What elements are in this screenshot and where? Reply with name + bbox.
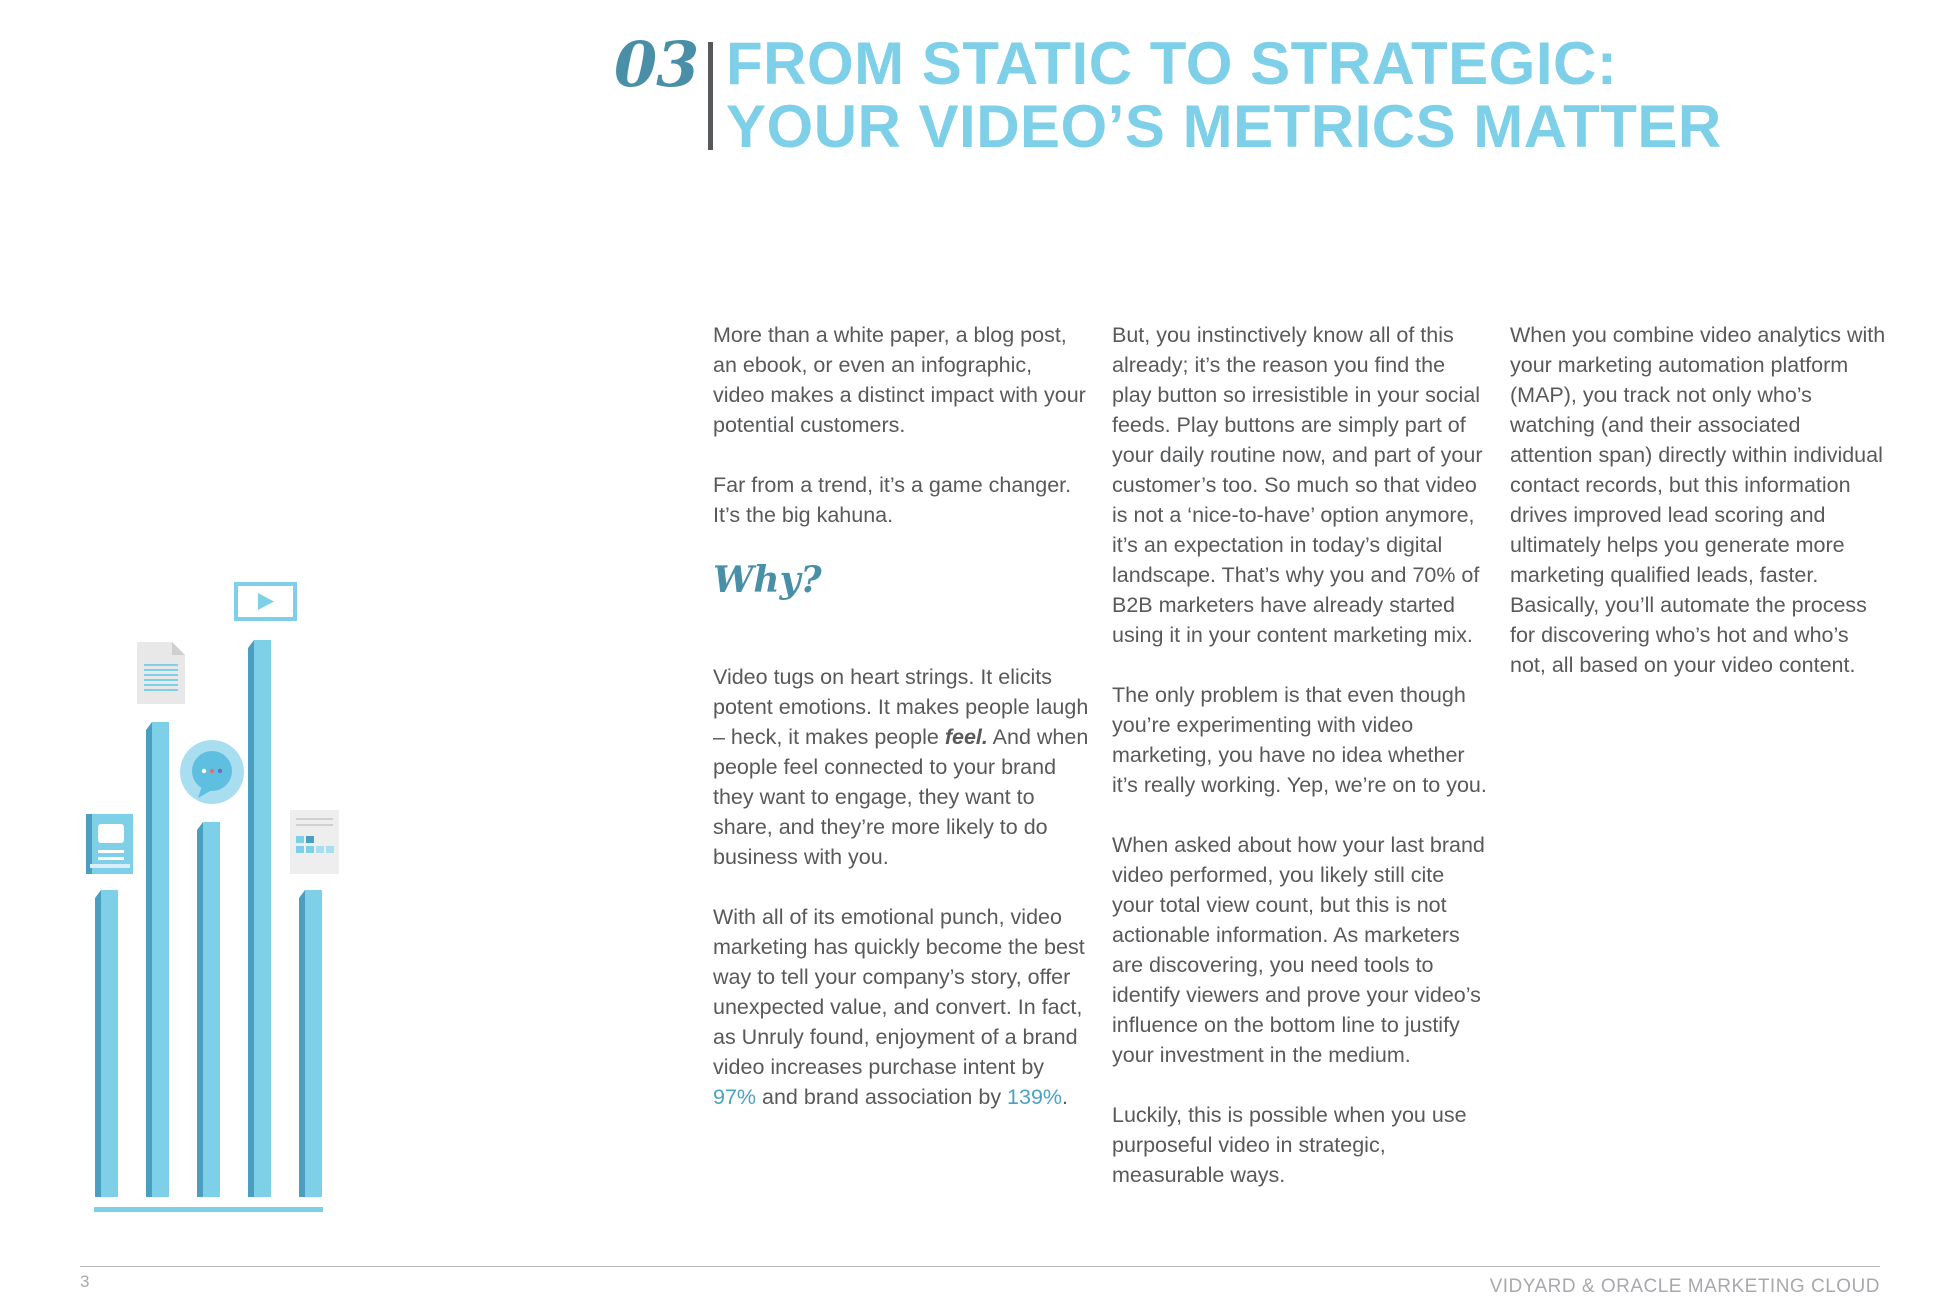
column2-paragraph-1: But, you instinctively know all of this already; it’s the reason you find the play button so irresistible in your social feeds. Play buttons are simply part of your daily routine now, and part of your customer’s too. So much so that video is not a ‘nice-to-have’ option anymore, it’s an expectation in today’s digital landscape. That’s why you and 70% of B2B marketers have already started using it in your content marketing mix. <box>1112 323 1483 647</box>
column1-paragraph-4-text: With all of its emotional punch, video marketing has quickly become the best way to tell your company’s story, offer unexpected value, and convert. In fact, as Unruly found, enjoyment of a brand video increases purchase intent by <box>713 905 1085 1079</box>
chart-baseline <box>94 1207 323 1212</box>
page-title-line1: FROM STATIC TO STRATEGIC: <box>726 30 1618 97</box>
title-divider <box>708 42 713 150</box>
bar-chart-illustration <box>0 560 360 1220</box>
text-column-1 <box>713 320 1089 1112</box>
chapter-number: 03 <box>614 28 699 101</box>
text-column-2 <box>1112 320 1488 1190</box>
column2-paragraph-3: When asked about how your last brand video performed, you likely still cite your total view count, but this is not actionable information. As marketers are discovering, you need tools to identify viewers and prove your video’s influence on the bottom line to justify your investment in the medium. <box>1112 833 1485 1067</box>
purchase-intent-stat: 97% <box>713 1085 757 1109</box>
chart-bars <box>95 640 322 1197</box>
footer-divider <box>80 1266 1880 1267</box>
column1-paragraph-3-text-cont: And when people feel connected to your brand they want to engage, they want to share, and they’re more likely to do business with you. <box>713 725 1089 869</box>
bar-1 <box>95 890 118 1197</box>
ebook-icon <box>86 814 133 874</box>
bar-5 <box>299 890 322 1197</box>
bar-4 <box>248 640 271 1197</box>
why-heading: Why? <box>713 559 822 601</box>
chat-bubble-icon <box>180 740 244 804</box>
bar-3 <box>197 822 220 1197</box>
brand-association-stat: 139% <box>1007 1085 1063 1109</box>
column1-paragraph-4 <box>713 902 1089 1112</box>
document-icon <box>137 642 185 704</box>
footer-brand: VIDYARD & ORACLE MARKETING CLOUD <box>1489 1276 1880 1297</box>
column1-paragraph-3 <box>713 662 1089 872</box>
page-title <box>726 32 1722 158</box>
column1-paragraph-1: More than a white paper, a blog post, an ebook, or even an infographic, video makes a distinct impact with your potential customers. <box>713 323 1086 437</box>
column1-paragraph-4-text-mid: and brand association by <box>756 1085 1008 1109</box>
feel-emphasis: feel. <box>944 725 988 749</box>
text-column-3 <box>1510 320 1888 680</box>
page-number: 3 <box>80 1272 90 1291</box>
dashboard-icon <box>290 810 339 874</box>
column1-paragraph-2: Far from a trend, it’s a game changer. It’s the big kahuna. <box>713 473 1072 527</box>
column3-paragraph-1: When you combine video analytics with your marketing automation platform (MAP), you track not only who’s watching (and their associated attention span) directly within individual contact records, but this information drives improved lead scoring and ultimately helps you generate more marketing qualified leads, faster. Basically, you’ll automate the process for discovering who’s hot and who’s not, all based on your video content. <box>1510 323 1886 677</box>
column1-paragraph-3-text: Video tugs on heart strings. It elicits potent emotions. It makes people laugh – heck, it makes people <box>713 665 1089 749</box>
column1-paragraph-4-end: . <box>1062 1085 1069 1109</box>
play-button-icon <box>236 584 295 619</box>
column2-paragraph-4: Luckily, this is possible when you use purposeful video in strategic, measurable ways. <box>1112 1103 1467 1187</box>
page-title-line2: YOUR VIDEO’S METRICS MATTER <box>726 93 1722 160</box>
column2-paragraph-2: The only problem is that even though you’re experimenting with video marketing, you have no idea whether it’s really working. Yep, we’re on to you. <box>1112 683 1487 797</box>
bar-2 <box>146 722 169 1197</box>
